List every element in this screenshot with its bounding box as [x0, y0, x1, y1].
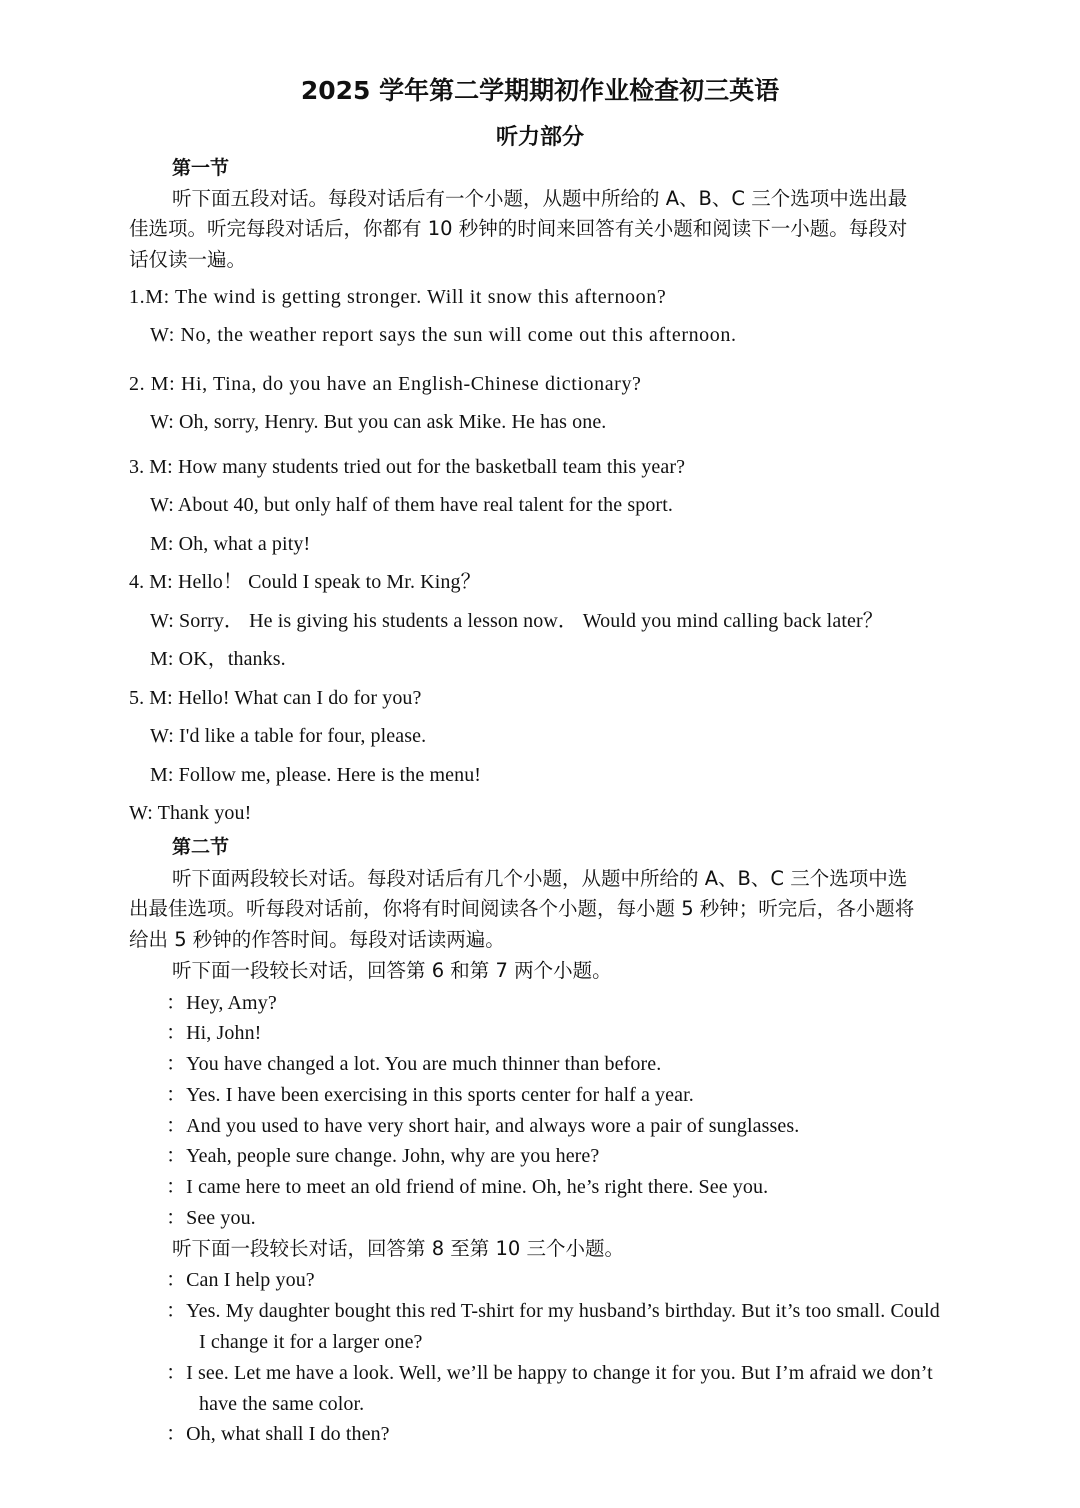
dialog-line: 3. M: How many students tried out for the basketball team this year?: [129, 456, 686, 478]
dialog-line: M: Follow me, please. Here is the menu!: [150, 764, 482, 786]
dialog2-intro: 听下面一段较长对话，回答第 8 至第 10 三个小题。: [172, 1237, 625, 1260]
dialog-line: M: OK，thanks.: [150, 648, 286, 670]
document-subtitle: 听力部分: [495, 125, 584, 150]
dialog1-intro: 听下面一段较长对话，回答第 6 和第 7 两个小题。: [172, 959, 612, 982]
dialog-line: ：Oh, what shall I do then?: [166, 1423, 390, 1445]
dialog-line: 4. M: Hello！ Could I speak to Mr. King？: [129, 571, 481, 593]
dialog-line: W: Sorry． He is giving his students a lesson now． Would you mind calling back later？: [150, 610, 883, 632]
dialog-line: ：Yeah, people sure change. John, why are you here?: [166, 1145, 600, 1167]
dialog-line: M: Oh, what a pity!: [150, 533, 311, 555]
dialog-line: ：Yes. I have been exercising in this sports center for half a year.: [166, 1084, 694, 1106]
document-title: 2025 学年第二学期期初作业检查初三英语: [300, 76, 780, 105]
dialog-line: W: No, the weather report says the sun will come out this afternoon.: [150, 324, 737, 346]
dialog-line: ：Hi, John!: [166, 1022, 262, 1044]
section1-instruction-line: 佳选项。听完每段对话后，你都有 10 秒钟的时间来回答有关小题和阅读下一小题。每段对: [129, 217, 908, 240]
dialog-line: W: I'd like a table for four, please.: [150, 725, 427, 747]
section1-instruction-line: 听下面五段对话。每段对话后有一个小题，从题中所给的 A、B、C 三个选项中选出最: [172, 187, 908, 210]
dialog-line: ：Hey, Amy?: [166, 992, 277, 1014]
dialog-line: W: About 40, but only half of them have real talent for the sport.: [150, 494, 673, 516]
dialog-line: ：Can I help you?: [166, 1269, 315, 1291]
section2-heading: 第二节: [172, 836, 230, 858]
dialog-line: 1.M: The wind is getting stronger. Will it snow this afternoon?: [129, 286, 667, 308]
dialog-line: W: Thank you!: [129, 802, 252, 824]
dialog-line: have the same color.: [199, 1393, 365, 1415]
section1-heading: 第一节: [172, 157, 230, 179]
dialog-line: W: Oh, sorry, Henry. But you can ask Mike. He has one.: [150, 411, 607, 433]
dialog-line: 2. M: Hi, Tina, do you have an English-Chinese dictionary?: [129, 373, 642, 395]
dialog-line: ：Yes. My daughter bought this red T-shirt for my husband’s birthday. But it’s too small. Could: [166, 1300, 940, 1322]
dialog-line: ：You have changed a lot. You are much thinner than before.: [166, 1053, 662, 1075]
dialog-line: ：I came here to meet an old friend of mine. Oh, he’s right there. See you.: [166, 1176, 769, 1198]
dialog-line: ：And you used to have very short hair, and always wore a pair of sunglasses.: [166, 1115, 800, 1137]
dialog-line: I change it for a larger one?: [199, 1331, 423, 1353]
dialog-line: ：I see. Let me have a look. Well, we’ll be happy to change it for you. But I’m afraid we don’t: [166, 1362, 933, 1384]
section2-instruction-line: 给出 5 秒钟的作答时间。每段对话读两遍。: [129, 928, 505, 951]
section2-instruction-line: 听下面两段较长对话。每段对话后有几个小题，从题中所给的 A、B、C 三个选项中选: [172, 867, 908, 890]
section1-instruction-line: 话仅读一遍。: [129, 248, 247, 271]
section2-instruction-line: 出最佳选项。听每段对话前，你将有时间阅读各个小题，每小题 5 秒钟；听完后，各小题将: [129, 897, 915, 920]
dialog-line: 5. M: Hello! What can I do for you?: [129, 687, 422, 709]
dialog-line: ：See you.: [166, 1207, 256, 1229]
